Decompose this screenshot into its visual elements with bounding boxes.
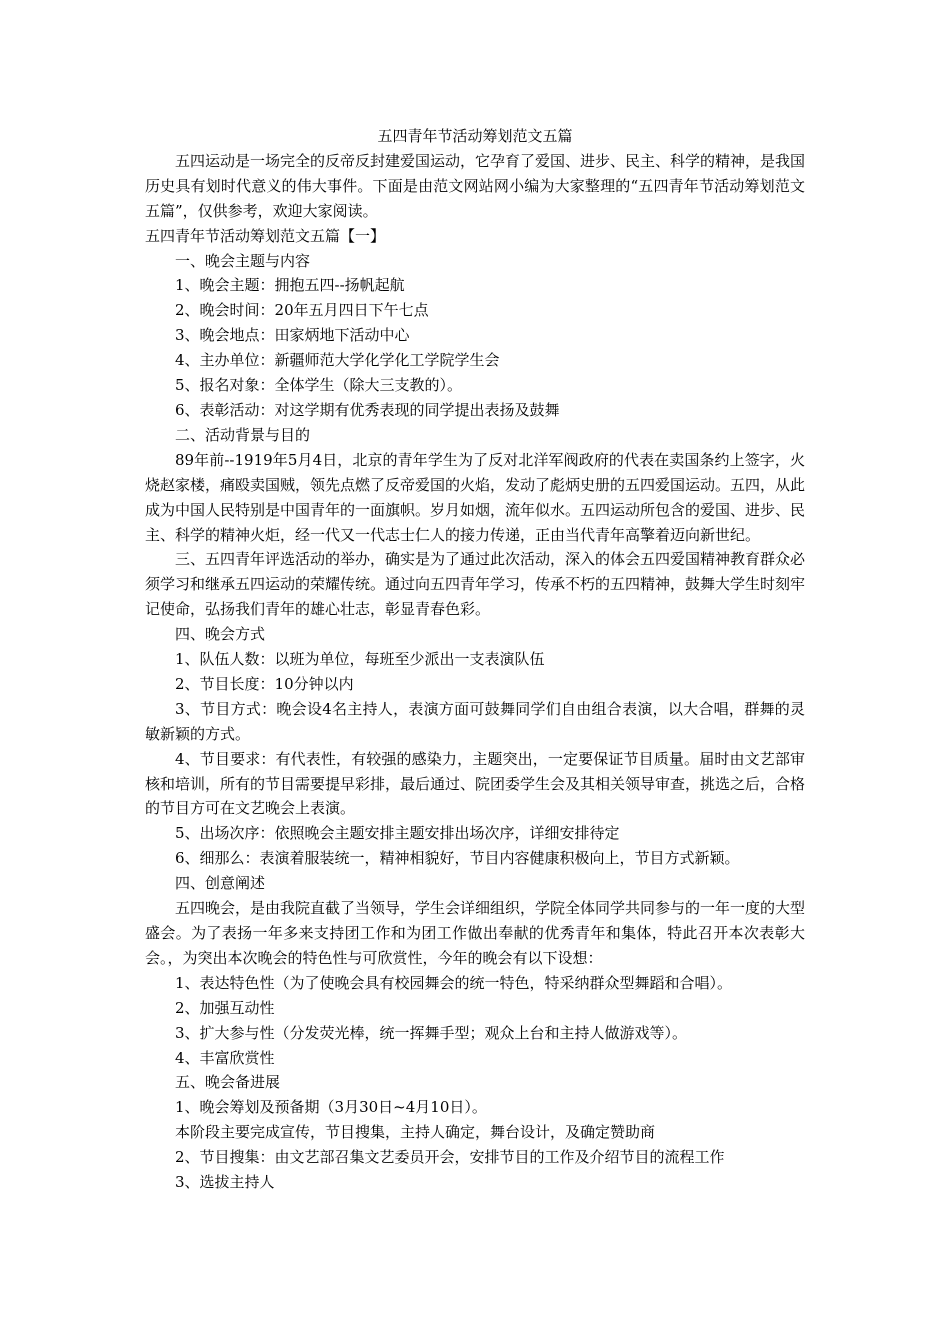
document-title: 五四青年节活动筹划范文五篇: [377, 127, 573, 145]
paragraph: 五四运动是一场完全的反帝反封建爱国运动，它孕育了爱国、进步、民主、科学的精神，是我国历史具有划时代意义的伟大事件。下面是由范文网站网小编为大家整理的“五四青年节活动筹划范文五篇”，仅供参考，欢迎大家阅读。: [145, 151, 806, 220]
paragraph: 1、晚会主题：拥抱五四--扬帆起航: [175, 276, 405, 295]
paragraph: 5、报名对象：全体学生（除大三支教的）。: [175, 376, 463, 395]
paragraph: 二、活动背景与目的: [175, 425, 311, 444]
document-body: [145, 149, 805, 1195]
paragraph: 89年前--1919年5月4日，北京的青年学生为了反对北洋军阀政府的代表在卖国条约上签字，火烧赵家楼，痛殴卖国贼，领先点燃了反帝爱国的火焰，发动了彪炳史册的五四爱国运动。五四，从此成为中国人民特别是中国青年的一面旗帜。岁月如烟，流年似水。五四运动所包含的爱国、进步、民主、科学的精神火炬，经一代又一代志士仁人的接力传递，正由当代青年高擎着迈向新世纪。: [145, 450, 806, 544]
document-page: [145, 124, 805, 1195]
paragraph: 3、晚会地点：田家炳地下活动中心: [175, 326, 410, 345]
paragraph: 四、晚会方式: [175, 625, 266, 644]
paragraph: 五四青年节活动筹划范文五篇【一】: [145, 226, 386, 245]
paragraph: 3、扩大参与性（分发荧光棒，统一挥舞手型；观众上台和主持人做游戏等）。: [175, 1023, 688, 1042]
paragraph: 4、节目要求：有代表性，有较强的感染力，主题突出，一定要保证节目质量。届时由文艺部审核和培训，所有的节目需要提早彩排，最后通过、院团委学生会及其相关领导审查，挑选之后，合格的节目方可在文艺晚会上表演。: [145, 749, 806, 818]
paragraph: 2、晚会时间：20年五月四日下午七点: [175, 301, 429, 320]
paragraph: 4、丰富欣赏性: [175, 1048, 275, 1067]
paragraph: 6、表彰活动：对这学期有优秀表现的同学提出表扬及鼓舞: [175, 400, 560, 419]
paragraph: 2、节目搜集：由文艺部召集文艺委员开会，安排节目的工作及介绍节目的流程工作: [175, 1148, 725, 1167]
paragraph: 五四晚会，是由我院直截了当领导，学生会详细组织，学院全体同学共同参与的一年一度的大型盛会。为了表扬一年多来支持团工作和为团工作做出奉献的优秀青年和集体，特此召开本次表彰大会。，为突出本次晚会的特色性与可欣赏性，今年的晚会有以下设想：: [145, 899, 806, 967]
paragraph: 5、出场次序：依照晚会主题安排主题安排出场次序，详细安排待定: [175, 824, 620, 843]
paragraph: 四、创意阐述: [175, 874, 266, 893]
paragraph: 五、晚会备进展: [175, 1073, 281, 1092]
paragraph: 4、主办单位：新疆师范大学化学化工学院学生会: [175, 351, 500, 370]
paragraph: 2、加强互动性: [175, 998, 275, 1017]
paragraph: 1、队伍人数：以班为单位，每班至少派出一支表演队伍: [175, 650, 545, 669]
paragraph: 本阶段主要完成宣传，节目搜集，主持人确定，舞台设计，及确定赞助商: [175, 1123, 656, 1142]
paragraph: 2、节目长度：10分钟以内: [175, 674, 354, 693]
paragraph: 1、晚会筹划及预备期（3月30日~4月10日）。: [175, 1098, 487, 1117]
paragraph: 1、表达特色性（为了使晚会具有校园舞会的统一特色，特采纳群众型舞蹈和合唱）。: [175, 973, 733, 992]
paragraph: 3、节目方式：晚会设4名主持人，表演方面可鼓舞同学们自由组合表演，以大合唱，群舞的灵敏新颖的方式。: [145, 699, 805, 743]
paragraph: 一、晚会主题与内容: [175, 251, 311, 270]
paragraph: 3、选拔主持人: [175, 1173, 275, 1192]
paragraph: 三、五四青年评选活动的举办，确实是为了通过此次活动，深入的体会五四爱国精神教育群众必须学习和继承五四运动的荣耀传统。通过向五四青年学习，传承不朽的五四精神，鼓舞大学生时刻牢记使命，弘扬我们青年的雄心壮志，彰显青春色彩。: [145, 550, 806, 619]
paragraph: 6、细那么：表演着服装统一，精神相貌好，节目内容健康积极向上，节目方式新颖。: [175, 849, 740, 868]
